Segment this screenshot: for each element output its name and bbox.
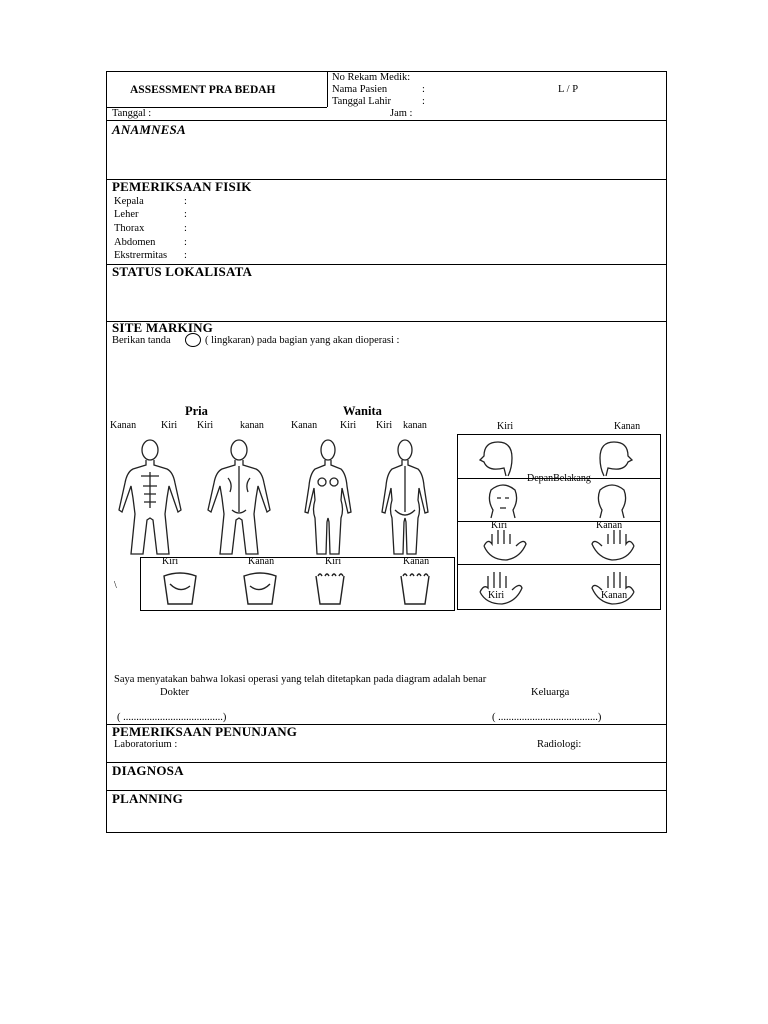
anamnesa-field[interactable] <box>110 140 662 176</box>
anamnesa-heading: ANAMNESA <box>112 122 186 137</box>
body-label-7: Kiri <box>376 420 393 431</box>
stray-backslash: \ <box>114 580 117 591</box>
hand-kiri-label: Kiri <box>491 520 508 531</box>
head-front-figure[interactable] <box>483 482 523 520</box>
dokter-label: Dokter <box>160 687 190 698</box>
header-divider <box>327 71 328 107</box>
right-foot-sole-figure[interactable] <box>240 570 280 606</box>
left-foot-sole-figure[interactable] <box>160 570 200 606</box>
fisik-item-abdomen: Abdomen <box>114 237 156 248</box>
head-back-figure[interactable] <box>592 482 632 520</box>
fisik-colon-kepala: : <box>184 196 187 207</box>
foot-label-2: Kanan <box>248 556 275 567</box>
right-foot-top-figure[interactable] <box>395 570 435 606</box>
body-label-5: Kanan <box>291 420 318 431</box>
body-label-8: kanan <box>403 420 427 431</box>
site-marking-statement: Saya menyatakan bahwa lokasi operasi yang telah ditetapkan pada diagram adalah benar <box>114 674 487 685</box>
depan-belakang-label: DepanBelakang <box>527 473 591 484</box>
site-marking-heading: SITE MARKING <box>112 320 213 335</box>
left-hand-palm-figure[interactable] <box>480 528 530 562</box>
head-kanan-label: Kanan <box>614 421 641 432</box>
right-hand-palm-figure[interactable] <box>588 528 638 562</box>
body-label-2: Kiri <box>161 420 178 431</box>
dokter-signature-field[interactable]: ( ......................................) <box>117 712 227 723</box>
female-front-figure[interactable] <box>296 438 361 558</box>
radiologi-label: Radiologi: <box>537 739 582 750</box>
fisik-item-kepala: Kepala <box>114 196 144 207</box>
hand2-kiri-label: Kiri <box>488 590 505 601</box>
foot-label-1: Kiri <box>162 556 179 567</box>
jam-label: Jam : <box>390 108 413 119</box>
fisik-item-leher: Leher <box>114 209 139 220</box>
head-kiri-label: Kiri <box>497 421 514 432</box>
body-label-4: kanan <box>240 420 264 431</box>
tanggal-lahir-colon: : <box>422 96 425 107</box>
keluarga-label: Keluarga <box>531 687 570 698</box>
nama-pasien-colon: : <box>422 84 425 95</box>
planning-field[interactable] <box>110 808 662 830</box>
female-back-figure[interactable] <box>373 438 438 558</box>
fisik-colon-leher: : <box>184 209 187 220</box>
wanita-label: Wanita <box>343 404 382 418</box>
pemeriksaan-fisik-heading: PEMERIKSAAN FISIK <box>112 179 252 194</box>
body-label-6: Kiri <box>340 420 357 431</box>
fisik-item-thorax: Thorax <box>114 223 145 234</box>
circle-mark-icon <box>185 333 201 347</box>
status-lokalisata-field[interactable] <box>110 282 662 318</box>
head-hands-divider-3 <box>457 564 660 565</box>
tanggal-label: Tanggal : <box>112 108 152 119</box>
row-line-planning <box>106 790 667 791</box>
row-line-diagnosa <box>106 762 667 763</box>
frame-left <box>106 71 107 833</box>
fisik-colon-thorax: : <box>184 223 187 234</box>
frame-bottom <box>106 832 667 833</box>
left-foot-top-figure[interactable] <box>310 570 350 606</box>
head-left-profile-figure[interactable] <box>476 440 516 478</box>
pemeriksaan-penunjang-heading: PEMERIKSAAN PENUNJANG <box>112 724 298 739</box>
no-rekam-medik-label: No Rekam Medik: <box>332 72 411 83</box>
hand-kanan-label: Kanan <box>596 520 623 531</box>
laboratorium-label: Laboratorium : <box>114 739 178 750</box>
head-right-profile-figure[interactable] <box>596 440 636 478</box>
frame-right <box>666 71 667 833</box>
male-front-figure[interactable] <box>113 438 188 558</box>
fisik-colon-abdomen: : <box>184 237 187 248</box>
status-lokalisata-heading: STATUS LOKALISATA <box>112 264 253 279</box>
form-title: ASSESSMENT PRA BEDAH <box>130 84 276 96</box>
tanggal-lahir-label: Tanggal Lahir <box>332 96 392 107</box>
diagnosa-heading: DIAGNOSA <box>112 763 184 778</box>
keluarga-signature-field[interactable]: ( ......................................) <box>492 712 602 723</box>
site-marking-instruction-start: Berikan tanda <box>112 335 171 346</box>
male-back-figure[interactable] <box>202 438 277 558</box>
planning-heading: PLANNING <box>112 791 183 806</box>
fisik-item-ekstremitas: Ekstrermitas <box>114 250 168 261</box>
site-marking-instruction-end: ( lingkaran) pada bagian yang akan dioperasi : <box>205 335 400 346</box>
gender-field[interactable]: L / P <box>558 84 579 95</box>
body-label-3: Kiri <box>197 420 214 431</box>
foot-label-4: Kanan <box>403 556 430 567</box>
row-line-anamnesa <box>106 120 667 121</box>
head-hands-divider-2 <box>457 521 660 522</box>
nama-pasien-label: Nama Pasien <box>332 84 388 95</box>
body-label-1: Kanan <box>110 420 137 431</box>
fisik-colon-ekstremitas: : <box>184 250 187 261</box>
hand2-kanan-label: Kanan <box>601 590 628 601</box>
pria-label: Pria <box>185 404 208 418</box>
foot-label-3: Kiri <box>325 556 342 567</box>
